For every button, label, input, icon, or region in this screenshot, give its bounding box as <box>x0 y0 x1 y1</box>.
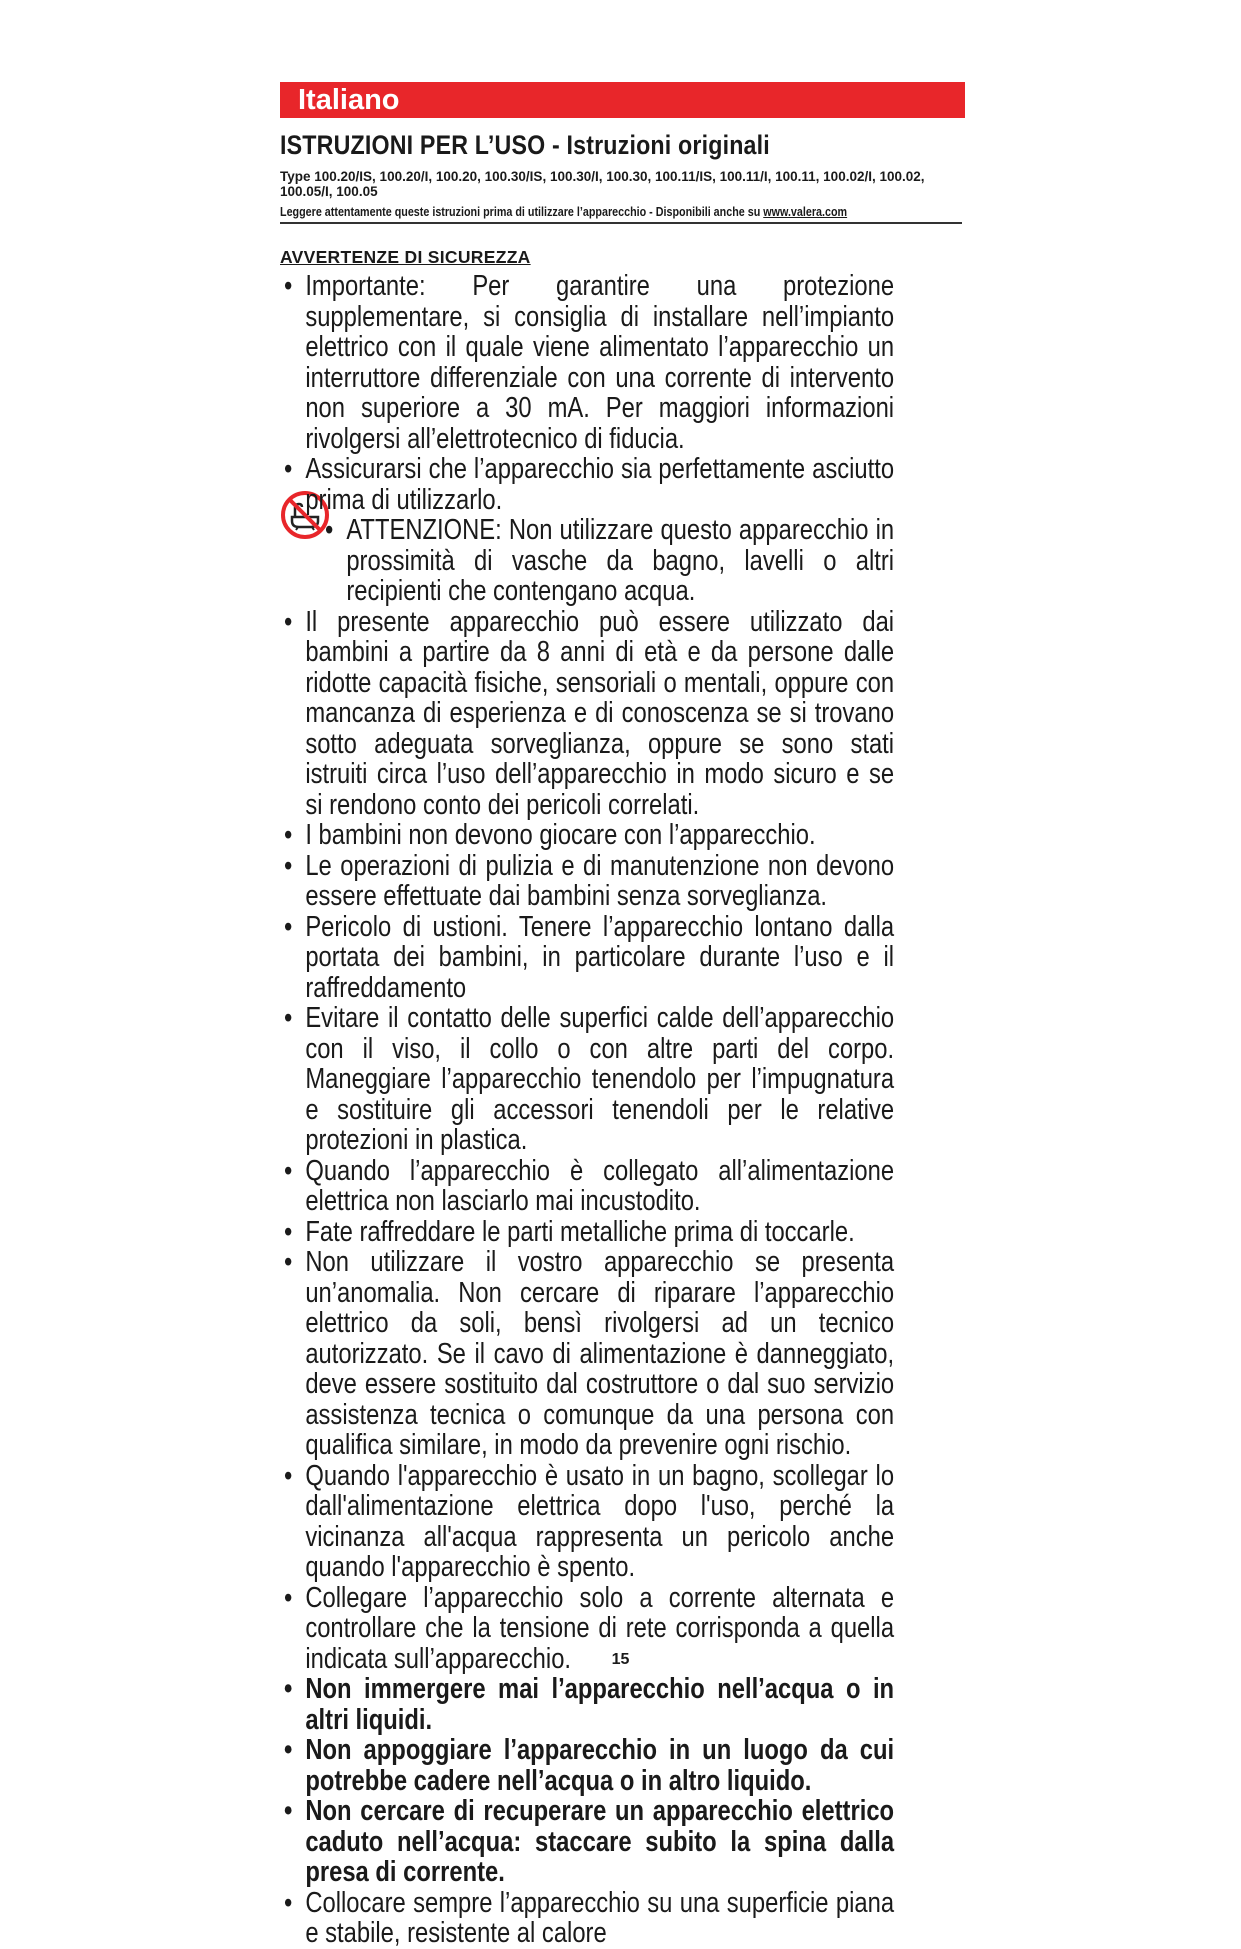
item-text: Quando l'apparecchio è usato in un bagno, scollegar lo dall'alimentazione elettrica dopo l'uso, perché la vicinanza all'acqua rappresenta un pericolo anche quando l'apparecchio è spento. <box>305 1460 894 1584</box>
list-item-bold <box>284 1674 894 1735</box>
item-text: I bambini non devono giocare con l’apparecchio. <box>305 819 815 851</box>
item-text: Non immergere mai l’apparecchio nell’acqua o in altri liquidi. <box>305 1673 894 1736</box>
page-title: ISTRUZIONI PER L’USO - Istruzioni originali <box>280 130 770 161</box>
list-item <box>284 1888 894 1949</box>
bullet: • <box>284 820 292 851</box>
bullet: • <box>284 1796 292 1827</box>
list-item <box>284 454 894 515</box>
language-label: Italiano <box>298 84 400 116</box>
list-item <box>284 271 894 454</box>
bullet: • <box>284 1735 292 1766</box>
item-text: Importante: Per garantire una protezione supplementare, si consiglia di installare nell’impianto elettrico con il quale viene alimentato l’apparecchio un interruttore differenziale con una corrente di intervento non superiore a 30 mA. Per maggiori informazioni rivolgersi all’elettrotecnico di fiducia. <box>305 270 894 455</box>
bullet: • <box>284 1003 292 1034</box>
item-text: Collocare sempre l’apparecchio su una superficie piana e stabile, resistente al calore <box>305 1887 894 1949</box>
safety-warnings-list <box>284 271 894 1949</box>
list-item <box>284 820 894 851</box>
item-text: Non utilizzare il vostro apparecchio se presenta un’anomalia. Non cercare di riparare l’apparecchio elettrico da soli, bensì rivolgersi ad un tecnico autorizzato. Se il cavo di alimentazione è danneggiato, deve essere sostituito dal costruttore o dal suo servizio assistenza tecnica o comunque da una persona con qualifica similare, in modo da prevenire ogni rischio. <box>305 1246 894 1461</box>
bullet: • <box>284 1583 292 1614</box>
bullet: • <box>284 454 292 485</box>
item-text: Evitare il contatto delle superfici calde dell’apparecchio con il viso, il collo o con altre parti del corpo. Maneggiare l’apparecchio tenendolo per l’impugnatura e sostituire gli accessori tenendoli per le relative protezioni in plastica. <box>305 1002 894 1156</box>
list-item <box>284 1461 894 1583</box>
bullet: • <box>284 851 292 882</box>
bullet: • <box>284 271 292 302</box>
bullet: • <box>284 1217 292 1248</box>
list-item <box>284 1156 894 1217</box>
item-text: Non cercare di recuperare un apparecchio elettrico caduto nell’acqua: staccare subito la spina dalla presa di corrente. <box>305 1795 894 1888</box>
page-number: 15 <box>0 1651 1241 1669</box>
list-item-bold <box>284 1796 894 1888</box>
bullet: • <box>325 515 333 546</box>
list-item <box>284 607 894 821</box>
model-types: Type 100.20/IS, 100.20/I, 100.20, 100.30/IS, 100.30/I, 100.30, 100.11/IS, 100.11/I, 100.11, 100.02/I, 100.02, 100.05/I, 100.05 <box>280 169 980 199</box>
item-text: Assicurarsi che l’apparecchio sia perfettamente asciutto prima di utilizzarlo. <box>305 453 894 516</box>
list-item <box>284 912 894 1004</box>
header-divider <box>280 222 962 224</box>
item-text: Fate raffreddare le parti metalliche prima di toccarle. <box>305 1216 854 1248</box>
website-link[interactable]: www.valera.com <box>763 205 847 219</box>
item-text: Quando l’apparecchio è collegato all’alimentazione elettrica non lasciarlo mai incustodito. <box>305 1155 894 1218</box>
read-instructions-note <box>280 205 847 219</box>
bullet: • <box>284 1888 292 1919</box>
list-item <box>284 1247 894 1461</box>
language-banner <box>280 82 965 118</box>
item-text: ATTENZIONE: Non utilizzare questo apparecchio in prossimità di vasche da bagno, lavelli o altri recipienti che contengano acqua. <box>346 514 894 607</box>
bullet: • <box>284 1461 292 1492</box>
item-text: Il presente apparecchio può essere utilizzato dai bambini a partire da 8 anni di età e da persone dalle ridotte capacità fisiche, sensoriali o mentali, oppure con mancanza di esperienza e di conoscenza se si trovano sotto adeguata sorveglianza, oppure se sono stati istruiti circa l’uso dell’apparecchio in modo sicuro e se si rendono conto dei pericoli correlati. <box>305 606 894 821</box>
item-text: Le operazioni di pulizia e di manutenzione non devono essere effettuate dai bambini senza sorveglianza. <box>305 850 894 913</box>
section-heading: AVVERTENZE DI SICUREZZA <box>280 247 531 268</box>
list-item <box>284 1217 894 1248</box>
item-text: Collegare l’apparecchio solo a corrente alternata e controllare che la tensione di rete corrisponda a quella indicata sull’apparecchio. <box>305 1582 894 1675</box>
bullet: • <box>284 1247 292 1278</box>
read-note-text: Leggere attentamente queste istruzioni prima di utilizzare l’apparecchio - Disponibili anche su <box>280 205 763 219</box>
list-item <box>284 1003 894 1156</box>
bullet: • <box>284 912 292 943</box>
bullet: • <box>284 1674 292 1705</box>
bullet: • <box>284 1156 292 1187</box>
item-text: Pericolo di ustioni. Tenere l’apparecchio lontano dalla portata dei bambini, in particolare durante l’uso e il raffreddamento <box>305 911 894 1004</box>
list-item <box>284 851 894 912</box>
list-item-bold <box>284 1735 894 1796</box>
bullet: • <box>284 607 292 638</box>
item-text: Non appoggiare l’apparecchio in un luogo da cui potrebbe cadere nell’acqua o in altro liquido. <box>305 1734 894 1797</box>
list-item-attention <box>284 515 894 607</box>
